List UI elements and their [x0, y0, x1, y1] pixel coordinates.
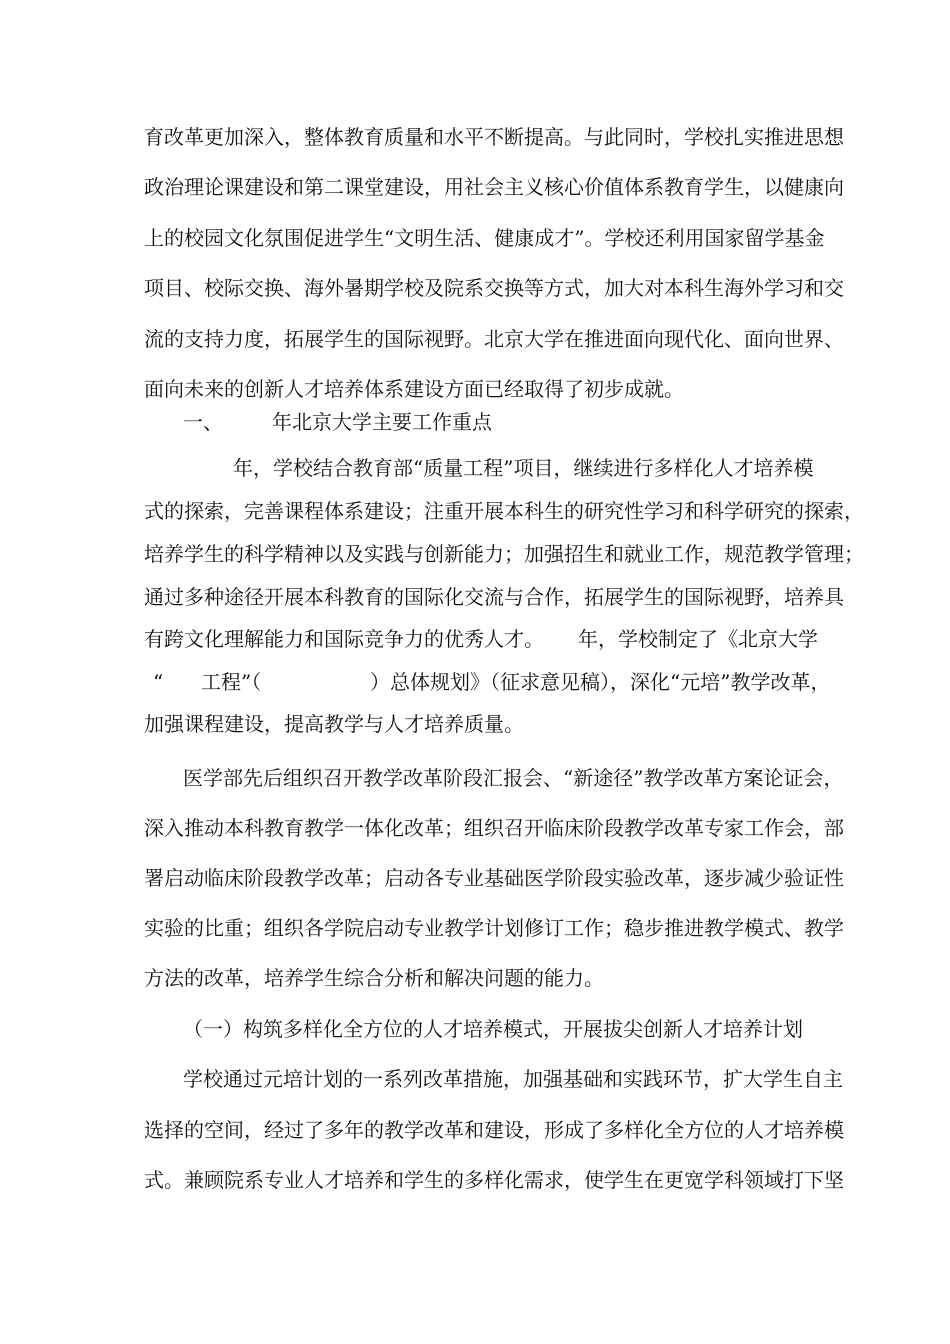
heading-title: 年北京大学主要工作重点: [272, 410, 492, 434]
quote-mark: “: [153, 670, 164, 694]
text-line: 选择的空间，经过了多年的教学改革和建设，形成了多样化全方位的人才培养模: [144, 1118, 844, 1142]
text-line: 流的支持力度，拓展学生的国际视野。北京大学在推进面向现代化、面向世界、: [144, 327, 844, 351]
text-line: 加强课程建设，提高教学与人才培养质量。: [144, 712, 524, 736]
text-line: 式。兼顾院系专业人才培养和学生的多样化需求，使学生在更宽学科领域打下坚: [144, 1168, 844, 1192]
text-line: 项目、校际交换、海外暑期学校及院系交换等方式，加大对本科生海外学习和交: [144, 276, 844, 300]
heading-number: 一、: [183, 410, 223, 434]
text-line: 年，学校结合教育部“质量工程”项目，继续进行多样化人才培养模: [233, 456, 814, 480]
text-line: 育改革更加深入，整体教育质量和水平不断提高。与此同时，学校扎实推进思想: [144, 125, 844, 149]
text-line: 医学部先后组织召开教学改革阶段汇报会、“新途径”教学改革方案论证会，: [183, 766, 844, 790]
text-line: 署启动临床阶段教学改革；启动各专业基础医学阶段实验改革，逐步减少验证性: [144, 866, 844, 890]
text-line: 实验的比重；组织各学院启动专业教学计划修订工作；稳步推进教学模式、教学: [144, 916, 844, 940]
text-line: 工程”（: [201, 670, 262, 694]
text-line: 政治理论课建设和第二课堂建设，用社会主义核心价值体系教育学生，以健康向: [144, 175, 844, 199]
text-line: 式的探索，完善课程体系建设；注重开展本科生的研究性学习和科学研究的探索，: [144, 499, 864, 523]
text-line: ）总体规划》（征求意见稿），深化“元培”教学改革，: [370, 670, 831, 694]
text-line: 方法的改革，培养学生综合分析和解决问题的能力。: [144, 966, 604, 990]
text-line: 有跨文化理解能力和国际竞争力的优秀人才。: [144, 627, 544, 651]
text-line: 通过多种途径开展本科教育的国际化交流与合作，拓展学生的国际视野，培养具: [144, 585, 844, 609]
text-line: 面向未来的创新人才培养体系建设方面已经取得了初步成就。: [144, 377, 684, 401]
text-line: 培养学生的科学精神以及实践与创新能力；加强招生和就业工作，规范教学管理；: [144, 542, 864, 566]
text-line: 学校通过元培计划的一系列改革措施，加强基础和实践环节，扩大学生自主: [183, 1067, 843, 1091]
text-line: 年，学校制定了《北京大学: [578, 627, 818, 651]
text-line: 上的校园文化氛围促进学生“文明生活、健康成才”。学校还利用国家留学基金: [144, 226, 825, 250]
subsection-heading: （一）构筑多样化全方位的人才培养模式，开展拔尖创新人才培养计划: [183, 1017, 803, 1041]
text-line: 深入推动本科教育教学一体化改革；组织召开临床阶段教学改革专家工作会，部: [144, 816, 844, 840]
